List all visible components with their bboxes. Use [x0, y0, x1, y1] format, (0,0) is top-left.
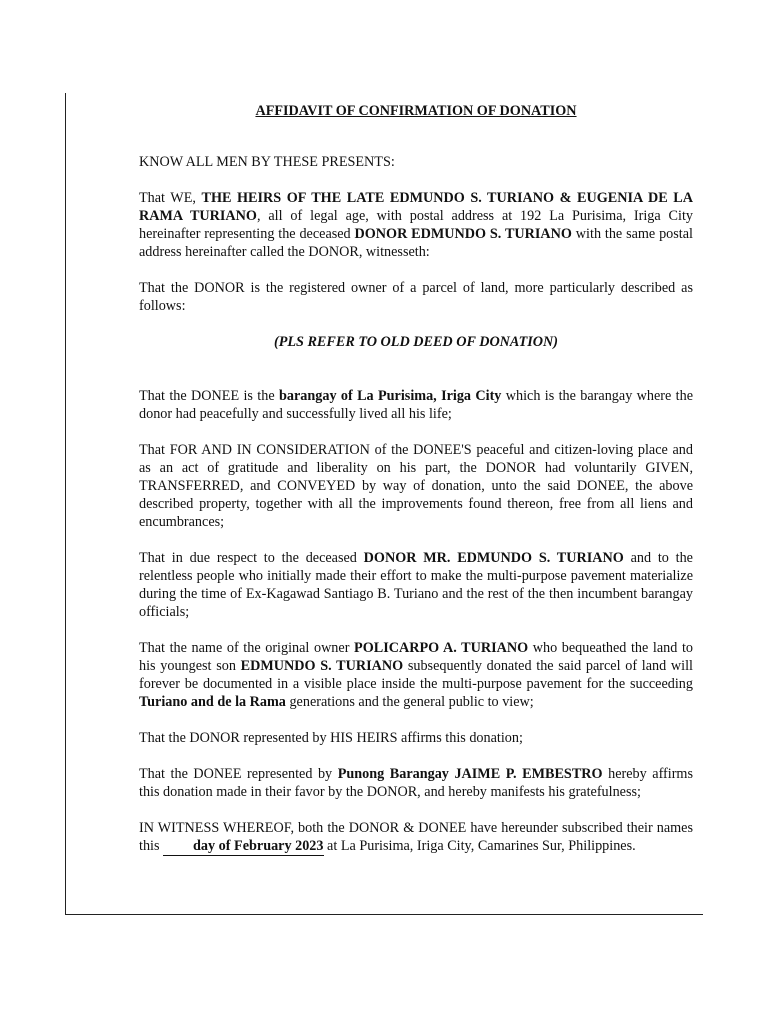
- son-name: EDMUNDO S. TURIANO: [240, 658, 404, 674]
- paragraph-owner: That the DONOR is the registered owner of a parcel of land, more particularly described as follows:: [139, 280, 693, 314]
- page-border-bottom: [65, 914, 703, 915]
- paragraph-heirs: [139, 189, 693, 261]
- date-blank: day of February 2023: [163, 837, 323, 856]
- paragraph-consideration: That FOR AND IN CONSIDERATION of the DONEE'S peaceful and citizen-loving place and as an act of gratitude and liberality on his part, the DONOR had voluntarily GIVEN, TRANSFERRED, and CONVEYED by way of donation, unto the said DONEE, the above described property, together with all the improvements found thereon, free from all liens and encumbrances;: [139, 442, 693, 530]
- text: That the DONEE represented by: [139, 766, 338, 782]
- text: who bequeathed the land to his youngest son: [139, 640, 693, 674]
- owner-name: POLICARPO A. TURIANO: [354, 640, 529, 656]
- text: which is the barangay where the donor had peacefully and successfully lived all his life;: [139, 388, 693, 422]
- heirs-name: THE HEIRS OF THE LATE EDMUNDO S. TURIANO & EUGENIA DE LA RAMA TURIANO: [139, 190, 693, 224]
- paragraph-original-owner: [139, 639, 693, 711]
- text: and to the relentless people who initially made their effort to make the multi-purpose pavement materialize during the time of Ex-Kagawad Santiago B. Turiano and the rest of the then incumbent barangay officials;: [139, 550, 693, 620]
- document-title: AFFIDAVIT OF CONFIRMATION OF DONATION: [255, 103, 577, 119]
- text: subsequently donated the said parcel of land will forever be documented in a visible place inside the multi-purpose pavement for the succeeding: [139, 658, 693, 692]
- text: IN WITNESS WHEREOF, both the DONOR & DONEE have hereunder subscribed their names this: [139, 820, 693, 854]
- text: generations and the general public to view;: [285, 694, 534, 710]
- document-body: [139, 102, 693, 874]
- opening-line: KNOW ALL MEN BY THESE PRESENTS:: [139, 154, 395, 170]
- paragraph-affirm: That the DONOR represented by HIS HEIRS affirms this donation;: [139, 730, 523, 746]
- family-names: Turiano and de la Rama: [139, 694, 286, 710]
- barangay-captain: Punong Barangay JAIME P. EMBESTRO: [337, 766, 603, 782]
- text: That the name of the original owner: [139, 640, 355, 656]
- paragraph-donee: [139, 387, 693, 423]
- paragraph-witness: [139, 819, 693, 856]
- text: , all of legal age, with postal address at 192 La Purisima, Iriga City hereinafter representing the deceased: [139, 208, 693, 242]
- donee-name: barangay of La Purisima, Iriga City: [279, 388, 502, 404]
- text: That the DONEE is the: [139, 388, 279, 404]
- paragraph-donee-affirm: [139, 765, 693, 801]
- text: That in due respect to the deceased: [139, 550, 364, 566]
- text: hereby affirms this donation made in their favor by the DONOR, and hereby manifests his gratefulness;: [139, 766, 693, 800]
- donor-name: DONOR MR. EDMUNDO S. TURIANO: [363, 550, 624, 566]
- text: That WE,: [139, 190, 202, 206]
- page-border-left: [65, 93, 66, 915]
- donor-name: DONOR EDMUNDO S. TURIANO: [354, 226, 572, 242]
- reference-note: (PLS REFER TO OLD DEED OF DONATION): [273, 334, 559, 350]
- text: at La Purisima, Iriga City, Camarines Sur, Philippines.: [323, 838, 636, 854]
- text: with the same postal address hereinafter called the DONOR, witnesseth:: [139, 226, 693, 260]
- paragraph-respect: [139, 549, 693, 621]
